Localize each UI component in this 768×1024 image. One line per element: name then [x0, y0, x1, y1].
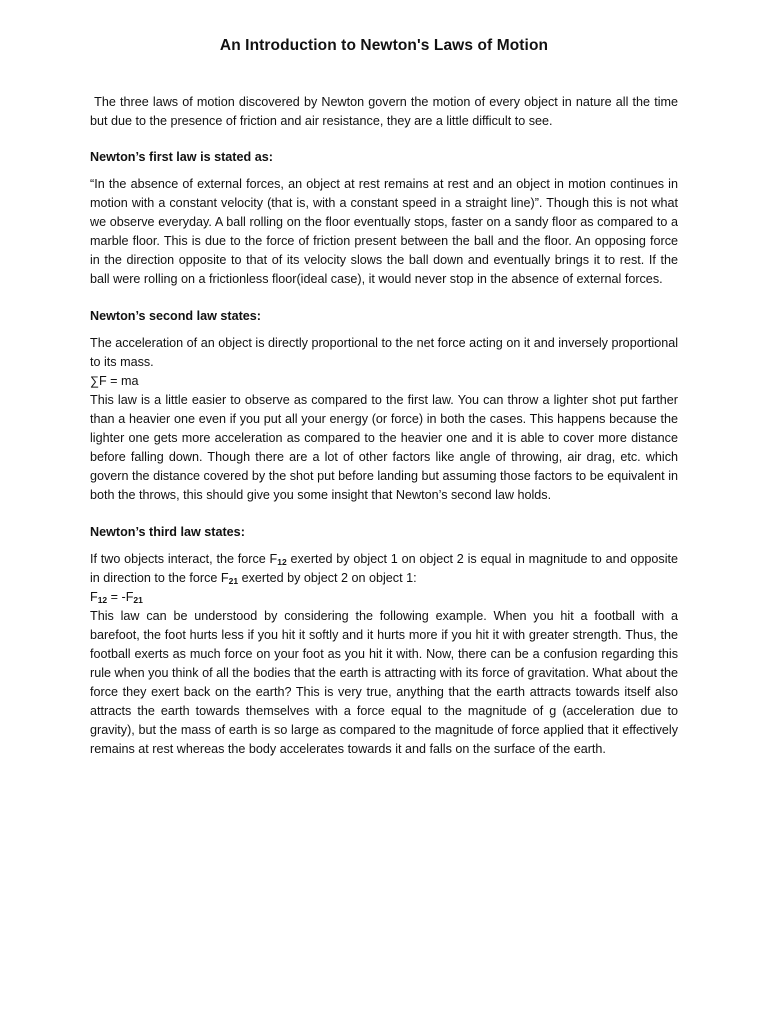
formula-sub-12: 12 [97, 595, 108, 605]
second-law-formula: ∑F = ma [90, 374, 139, 388]
third-law-statement-part3: exerted by object 2 on object 1: [238, 571, 417, 585]
third-law-body: This law can be understood by considering the following example. When you hit a football with a barefoot, the foot hurts less if you hit it softly and it hurts more if you hit it with greater strength. Thus, the football exerts as much force on your foot as you hit it with. Now, there can be a confusion regarding this rule when you think of all the bodies that the earth is attracting with its force of gravitation. What about the force they exert back on the earth? This is very true, anything that the earth attracts towards itself also attracts the earth towards themselves with a force equal to the magnitude of g (acceleration due to gravity), but the mass of earth is so large as compared to the magnitude of force applied that it effectively remains at rest whereas the body accelerates towards it and falls on the surface of the earth. [90, 609, 678, 756]
document-title: An Introduction to Newton's Laws of Motion [219, 37, 549, 54]
formula-mid: = -F [107, 590, 134, 604]
third-law-statement [90, 550, 678, 588]
intro-text: The three laws of motion discovered by Newton govern the motion of every object in nature all the time but due to the presence of friction and air resistance, they are a little difficult to see. [90, 95, 679, 128]
formula-f: F [90, 590, 98, 604]
intro-paragraph [90, 93, 678, 131]
formula-sub-21: 21 [133, 595, 143, 605]
third-law-formula [90, 588, 678, 607]
third-law-statement-part2: exerted by object 1 on object 2 is equal in magnitude to and opposite in direction to the force F [90, 552, 678, 585]
first-law-heading: Newton’s first law is stated as: [90, 150, 273, 164]
second-law-statement: The acceleration of an object is directly proportional to the net force acting on it and inversely proportional to its mass. [90, 336, 678, 369]
document-page [90, 0, 678, 759]
second-law-body: This law is a little easier to observe as compared to the first law. You can throw a lighter shot put farther than a heavier one even if you put all your energy (or force) in both the cases. This happens because the lighter one gets more acceleration as compared to the heavier one and it is able to cover more distance before falling down. Though there are a lot of other factors like angle of throwing, air drag, etc. which govern the distance covered by the shot put before landing but assuming those factors to be equivalent in both the throws, this should give you some insight that Newton’s second law holds. [90, 393, 678, 502]
second-law-heading: Newton’s second law states: [90, 309, 261, 323]
third-law-heading: Newton’s third law states: [90, 525, 245, 539]
third-law-statement-part1: If two objects interact, the force F [90, 552, 278, 566]
subscript-21: 21 [228, 576, 239, 586]
subscript-12: 12 [277, 557, 287, 567]
first-law-body: “In the absence of external forces, an object at rest remains at rest and an object in motion continues in motion with a constant velocity (that is, with a constant speed in a straight line)”. Though this is not what we observe everyday. A ball rolling on the floor eventually stops, faster on a sandy floor as compared to a marble floor. This is due to the force of friction present between the ball and the floor. An opposing force in the direction opposite to that of its velocity slows the ball down and eventually brings it to rest. If the ball were rolling on a frictionless floor(ideal case), it would never stop in the absence of external forces. [90, 177, 678, 286]
